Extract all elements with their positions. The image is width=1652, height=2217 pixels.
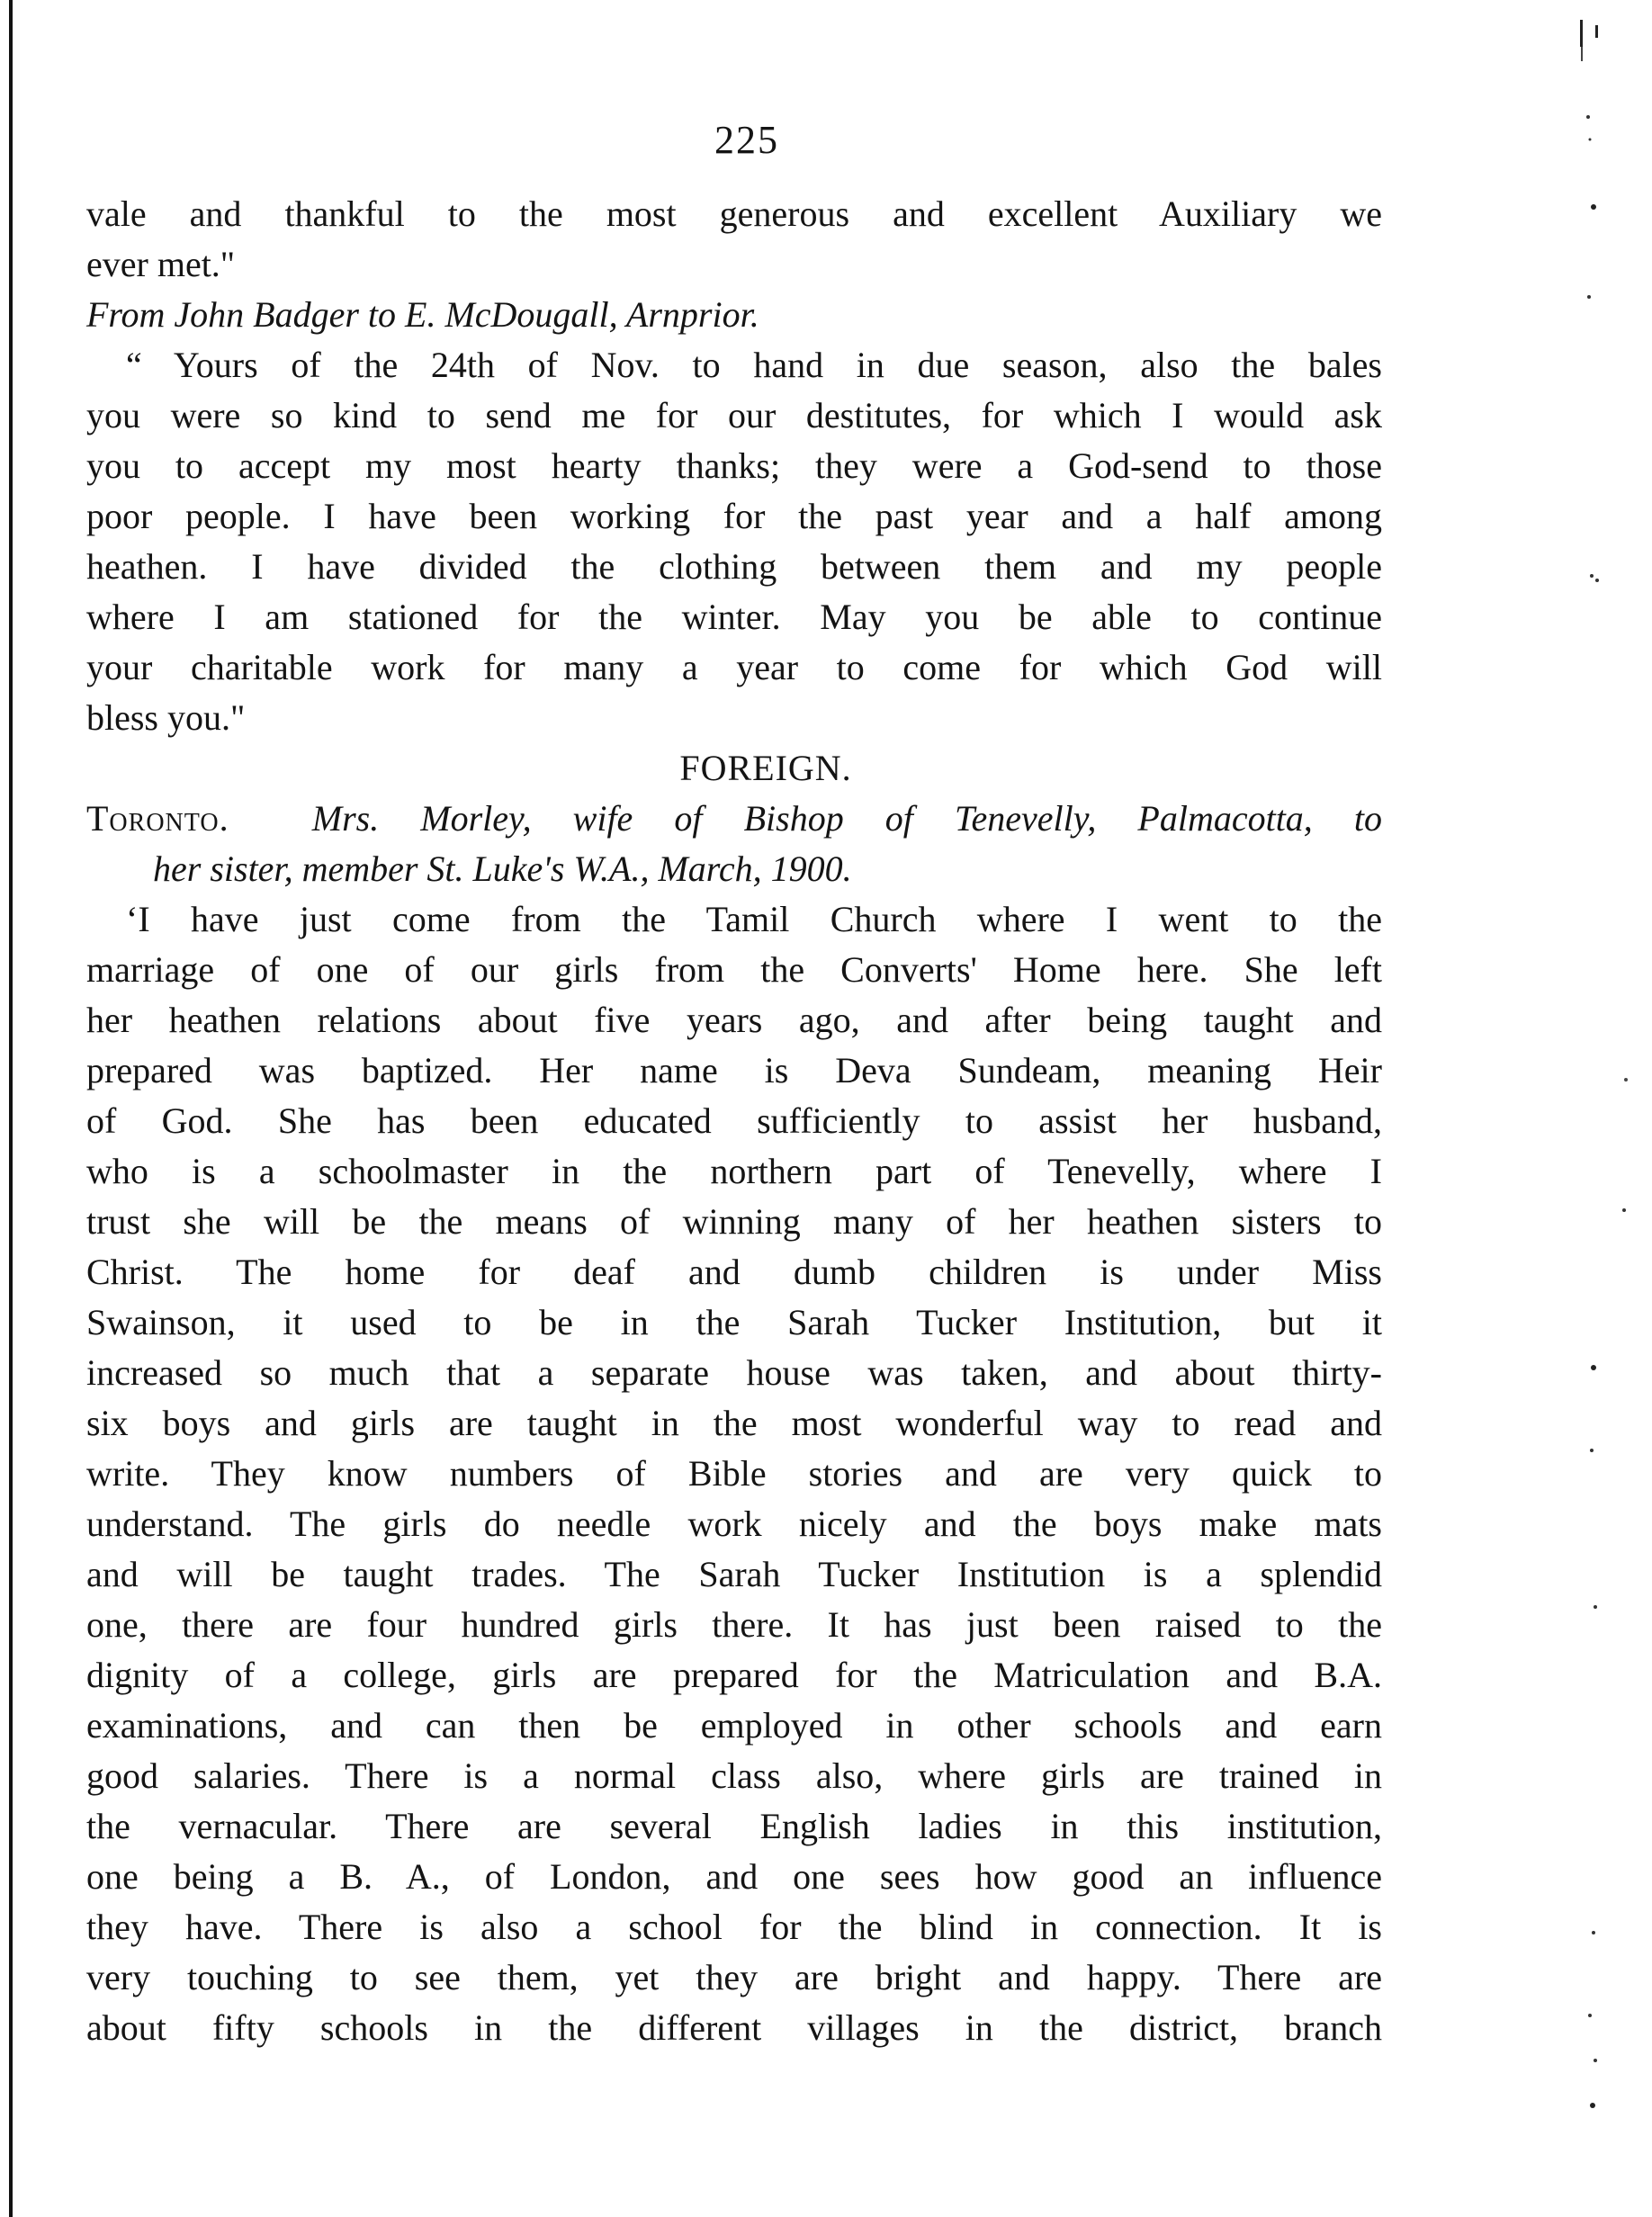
margin-speck (1622, 1208, 1626, 1212)
text-line: one, there are four hundred girls there. It has just been raised to the (86, 1604, 1382, 1645)
text-line: trust she will be the means of winning many of her heathen sisters to (86, 1201, 1382, 1242)
margin-speck (1581, 47, 1583, 61)
text-line: ever met." (86, 244, 236, 284)
text-line: heathen. I have divided the clothing between them and my people (86, 546, 1382, 587)
margin-speck (1591, 204, 1596, 210)
margin-speck (1590, 2103, 1595, 2108)
margin-speck (1590, 574, 1594, 578)
letter-intro-line (86, 794, 1382, 844)
text-line: of God. She has been educated sufficiently to assist her husband, (86, 1100, 1382, 1141)
text-line: examinations, and can then be employed in other schools and earn (86, 1705, 1382, 1746)
text-line: six boys and girls are taught in the most wonderful way to read and (86, 1403, 1382, 1443)
text-line: increased so much that a separate house was taken, and about thirty- (86, 1352, 1382, 1393)
margin-speck (1589, 139, 1592, 141)
margin-speck (1580, 20, 1583, 47)
letter-place: Toronto. (86, 798, 229, 839)
letter-intro-rest: Mrs. Morley, wife of Bishop of Tenevelly, Palmacotta, to (311, 798, 1382, 839)
margin-speck (1591, 1365, 1596, 1370)
text-line: Christ. The home for deaf and dumb children is under Miss (86, 1252, 1382, 1292)
text-line: very touching to see them, yet they are bright and happy. There are (86, 1957, 1382, 1997)
margin-speck (1595, 25, 1598, 38)
page-number: 225 (714, 118, 779, 162)
text-line: “ Yours of the 24th of Nov. to hand in due season, also the bales (126, 345, 1382, 385)
text-line: where I am stationed for the winter. May you be able to continue (86, 597, 1382, 637)
margin-speck (1624, 1078, 1628, 1082)
text-line: you to accept my most hearty thanks; they were a God-send to those (86, 445, 1382, 486)
text-line: her heathen relations about five years ago, and after being taught and (86, 1000, 1382, 1040)
text-line: dignity of a college, girls are prepared for the Matriculation and B.A. (86, 1655, 1382, 1695)
page-left-edge-rule (9, 0, 13, 2217)
text-line: ‘I have just come from the Tamil Church where I went to the (126, 899, 1382, 939)
text-line: understand. The girls do needle work nicely and the boys make mats (86, 1503, 1382, 1544)
text-line: who is a schoolmaster in the northern part of Tenevelly, where I (86, 1151, 1382, 1191)
text-line: vale and thankful to the most generous and excellent Auxiliary we (86, 193, 1382, 234)
margin-speck (1595, 579, 1599, 582)
letter-attribution: From John Badger to E. McDougall, Arnprior. (86, 294, 759, 335)
text-line: they have. There is also a school for the blind in connection. It is (86, 1907, 1382, 1947)
margin-speck (1594, 1605, 1597, 1609)
margin-speck (1592, 1931, 1595, 1934)
text-line: one being a B. A., of London, and one sees how good an influence (86, 1856, 1382, 1897)
margin-speck (1587, 295, 1591, 299)
margin-speck (1590, 1449, 1594, 1452)
scan-margin-specks (1579, 0, 1633, 2217)
text-line: good salaries. There is a normal class also, where girls are trained in (86, 1755, 1382, 1796)
margin-speck (1594, 2059, 1597, 2062)
section-heading-foreign: FOREIGN. (679, 748, 852, 788)
text-line: and will be taught trades. The Sarah Tucker Institution is a splendid (86, 1554, 1382, 1594)
text-line: poor people. I have been working for the past year and a half among (86, 496, 1382, 536)
text-line: marriage of one of our girls from the Converts' Home here. She left (86, 949, 1382, 990)
margin-speck (1588, 2014, 1592, 2017)
text-line: prepared was baptized. Her name is Deva Sundeam, meaning Heir (86, 1050, 1382, 1091)
text-line: write. They know numbers of Bible stories and are very quick to (86, 1453, 1382, 1494)
text-line: you were so kind to send me for our destitutes, for which I would ask (86, 395, 1382, 435)
text-line: bless you." (86, 697, 246, 738)
margin-speck (1586, 115, 1590, 119)
text-line: Swainson, it used to be in the Sarah Tucker Institution, but it (86, 1302, 1382, 1342)
page-body-text (86, 189, 1382, 2053)
text-line: the vernacular. There are several English ladies in this institution, (86, 1806, 1382, 1846)
text-line: about fifty schools in the different villages in the district, branch (86, 2007, 1382, 2048)
letter-intro-line-2: her sister, member St. Luke's W.A., March, 1900. (153, 848, 852, 889)
text-line: your charitable work for many a year to come for which God will (86, 647, 1382, 687)
